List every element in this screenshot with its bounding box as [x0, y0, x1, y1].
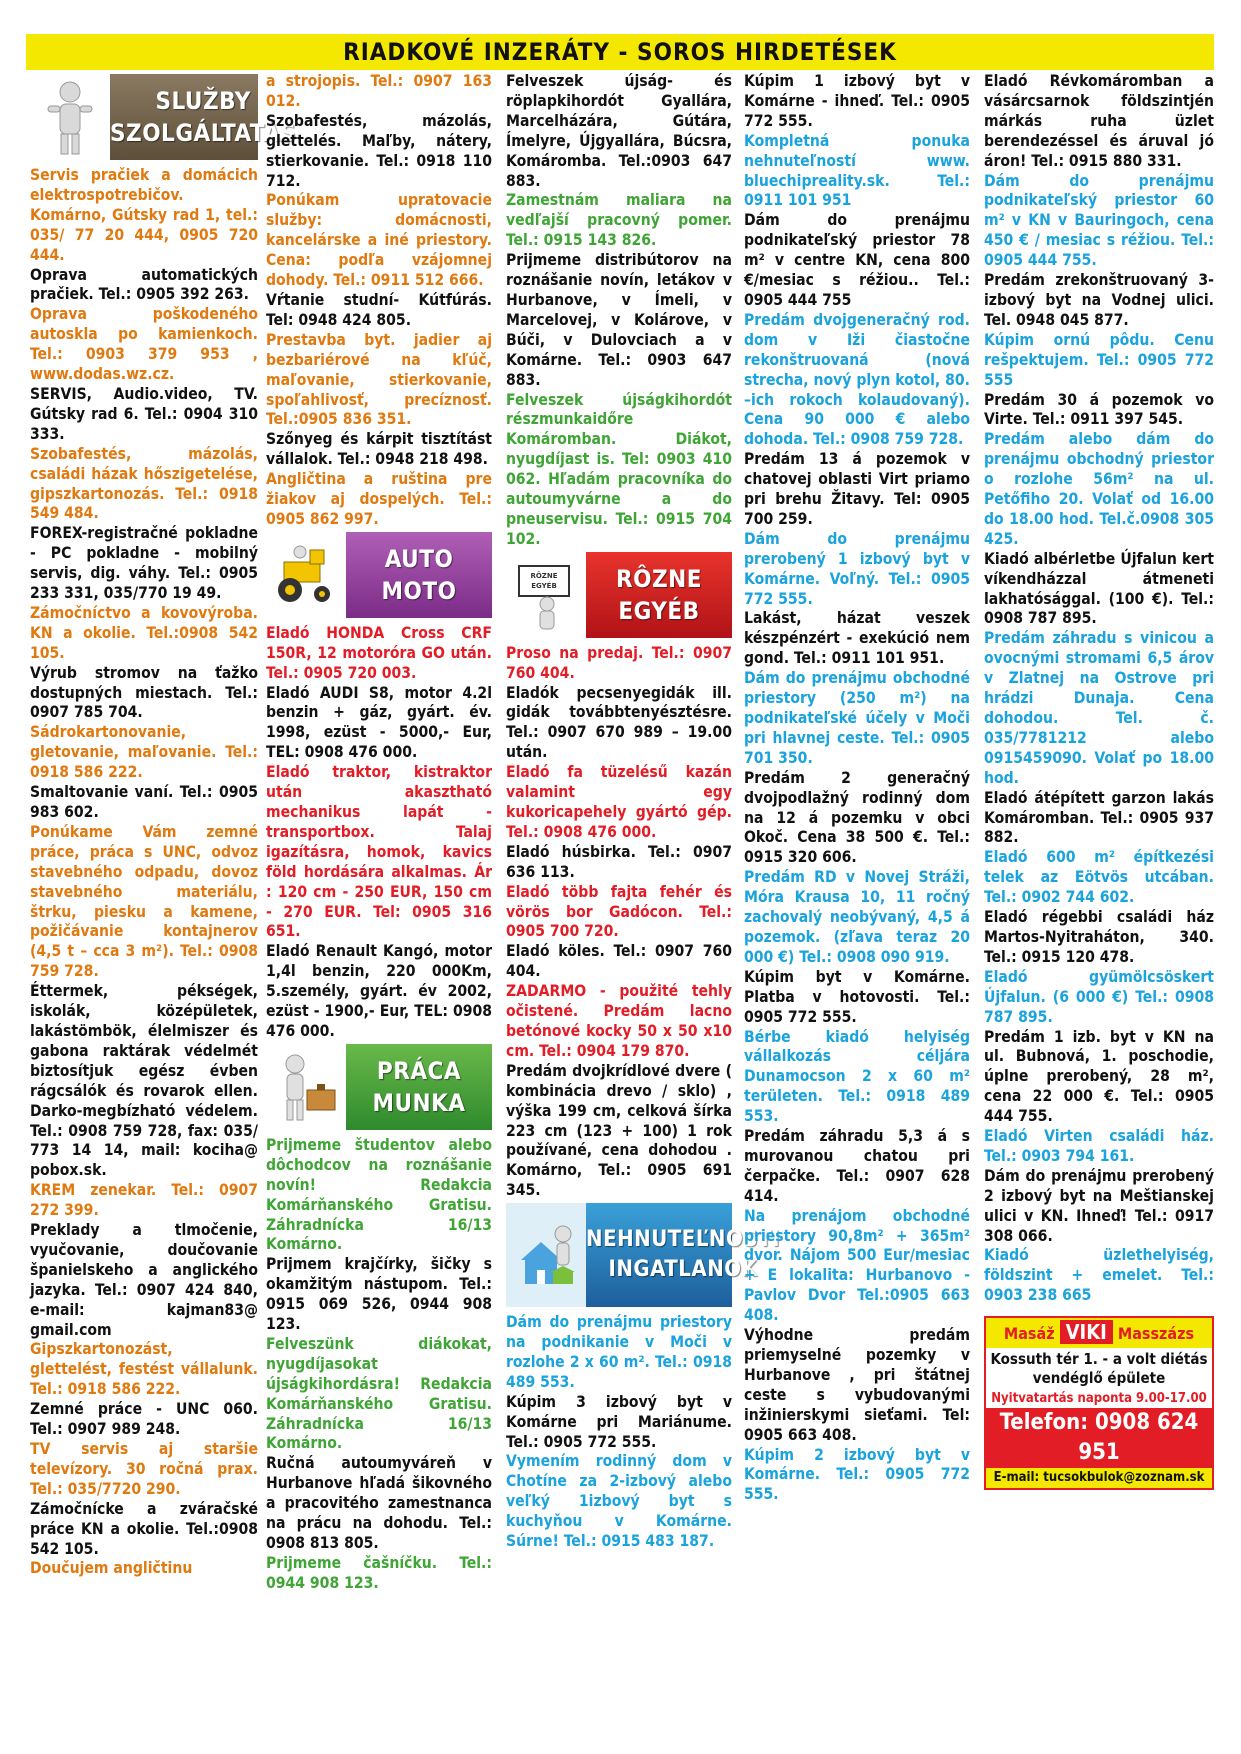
- classified-ad: Eladó Révkomáromban a vásárcsarnok földszintjén márkás ruha üzlet berendezéssel és áruval jó áron! Tel.: 0915 880 331.: [984, 72, 1214, 170]
- classified-ad: Prijmem krajčírky, šičky s okamžitým nástupom. Tel.: 0915 069 526, 0944 908 123.: [266, 1255, 492, 1334]
- header-bar: [26, 34, 1214, 70]
- classified-ad: Predám dvojkrídlové dvere ( kombinácia drevo / sklo) , výška 199 cm, celková šírka 223 cm (123 + 100) 1 rok používané, cena dohodou . Komárno, Tel.: 0905 691 345.: [506, 1061, 732, 1200]
- page-title: RIADKOVÉ INZERÁTY - SOROS HIRDETÉSEK: [343, 38, 897, 66]
- column-2: [266, 72, 492, 1740]
- column-3: [506, 72, 780, 1740]
- classified-ad: Eladók pecsenyegidák ill. gidák továbbtenyésztésre. Tel.: 0907 670 989 – 19.00 után.: [506, 683, 732, 762]
- classified-ad: Felveszünk diákokat, nyugdíjasokat újságkihordásra! Redakcia Komárňanského Gratisu. Záhradnícka 16/13 Komárno.: [266, 1334, 492, 1453]
- classified-ad: SERVIS, Audio.video, TV. Gútsky rad 6. Tel.: 0904 310 333.: [30, 384, 258, 443]
- classified-ad: Predám RD v Novej Stráži, Móra Krausa 10, 11 ročný zachovalý neobývaný, 4,5 á pozemok. (zľava teraz 20 000 €) Tel.: 0908 090 919.: [744, 868, 970, 966]
- classified-ad: Predám zrekonštruovaný 3-izbový byt na Vodnej ulici. Tel. 0948 045 877.: [984, 271, 1214, 329]
- section-title-hu: MOTO: [381, 576, 457, 605]
- classified-ad: Oprava automatických pračiek. Tel.: 0905 392 263.: [30, 265, 258, 304]
- tractor-icon: [266, 532, 346, 618]
- section-title: [586, 563, 732, 627]
- classified-ad: Szőnyeg és kárpit tisztítást vállalok. Tel.: 0948 218 498.: [266, 430, 492, 469]
- classified-ad: Eladó AUDI S8, motor 4.2l benzin + gáz, gyárt. év. 1998, ezüst - 5000,- Eur, TEL: 0908 476 000.: [266, 683, 492, 762]
- section-title-hu: SZOLGÁLTATÁS: [110, 119, 297, 147]
- classified-ad: Eladó átépített garzon lakás Komáromban. Tel.: 0905 937 882.: [984, 788, 1214, 847]
- classified-ad: Prijmeme študentov alebo dôchodcov na roznášanie novín! Redakcia Komárňanského Gratisu. Záhradnícka 16/13 Komárno.: [266, 1135, 492, 1254]
- section-title-sk: AUTO: [384, 544, 454, 573]
- classified-ad: FOREX-registračné pokladne - PC pokladne - mobilný servis, dig. váhy. Tel.: 0905 233 331, 035/770 19 49.: [30, 524, 258, 603]
- classified-ad: Doučujem angličtinu: [30, 1559, 193, 1578]
- classified-ad: Eladó régebbi családi ház Martos-Nyitraháton, 340. Tel.: 0915 120 478.: [984, 908, 1214, 966]
- classified-ad: Predám záhradu s vinicou a ovocnými stromami 6,5 árov v Zlatnej na Ostrove pri hrádzi Dunaja. Cena dohodou. Tel. č. 035/7781212 alebo 0915459090. Volať po 18.00 hod.: [984, 629, 1214, 787]
- classified-ad: Proso na predaj. Tel.: 0907 760 404.: [506, 643, 732, 682]
- classified-ad: Preklady a tlmočenie, vyučovanie, doučovanie španielskeho a anglického jazyka. Tel.: 0907 424 840, e-mail: kajman83@ gmail.com: [30, 1221, 258, 1339]
- section-title: [346, 1055, 492, 1119]
- ads-list: [506, 72, 732, 550]
- classified-ad: Výhodne predám priemyselné pozemky v Hurbanove , pri štátnej ceste s vybudovanými inžinierskymi sieťami. Tel: 0905 663 408.: [744, 1326, 970, 1444]
- classified-ad: Zámočnícke a zváračské práce KN a okolie. Tel.:0908 542 105.: [30, 1499, 258, 1558]
- classified-ad: Dám do prenájmu priestory na podnikanie v Moči v rozlohe 2 x 60 m². Tel.: 0918 489 553.: [506, 1313, 732, 1391]
- classified-ad: Eladó fa tüzelésű kazán valamint egy kukoricapehely gyártó gép. Tel.: 0908 476 000.: [506, 763, 732, 841]
- classified-ad: Ponúkam upratovacie služby: domácnosti, kancelárske a iné priestory. Cena: podľa vzájomnej dohody. Tel.: 0911 512 666.: [266, 191, 492, 290]
- classified-ad: Dám do prenájmu podnikateľský priestor 78 m² v centre KN, cena 800 €/mesiac s réžiou.. Tel.: 0905 444 755: [744, 211, 970, 309]
- section-banner-sluzby: [30, 74, 297, 160]
- classified-ad: Predám 30 á pozemok vo Virte. Tel.: 0911 397 545.: [984, 390, 1214, 429]
- section-title: [346, 543, 492, 607]
- svg-text:RÔZNE: RÔZNE: [530, 571, 558, 580]
- house-keys-icon: [506, 1203, 586, 1307]
- viki-logo: VIKI: [1060, 1320, 1113, 1344]
- classified-ad: Kiadó albérletbe Újfalun kert víkendházzal átmeneti lakhatósággal. (100 €). Tel.: 0908 787 895.: [984, 549, 1214, 628]
- ads-list: [744, 72, 970, 1505]
- classified-ad: Eladó gyümölcsöskert Újfalun. (6 000 €) Tel.: 0908 787 895.: [984, 967, 1214, 1026]
- classified-ad: TV servis aj staršie televízory. 30 ročná prax. Tel.: 035/7720 290.: [30, 1440, 258, 1498]
- column-1: [30, 72, 297, 1740]
- classified-ad: Vymením rodinný dom v Chotíne za 2-izbový alebo veľký 1izbový byt s kuchyňou v Komárne. Súrne! Tel.: 0915 483 187.: [506, 1452, 732, 1551]
- section-title-sk: RÔZNE: [616, 564, 702, 593]
- classified-ad: Ponúkame Vám zemné práce, práca s UNC, odvoz stavebného odpadu, dovoz stavebného materiálu, štrku, piesku a kamene, požičávanie kontajnerov (4,5 t – cca 3 m²). Tel.: 0908 759 728.: [30, 822, 258, 981]
- ads-list: [984, 72, 1214, 1306]
- section-banner-auto: [266, 532, 492, 618]
- classified-ad: ZADARMO - použité tehly očistené. Predám lacno betónové kocky 50 x 50 x10 cm. Tel.: 0904 179 870.: [506, 982, 732, 1060]
- classified-ad: Kúpim 3 izbový byt v Komárne pri Mariánume. Tel.: 0905 772 555.: [506, 1392, 732, 1451]
- classified-ad: Smaltovanie vaní. Tel.: 0905 983 602.: [30, 783, 258, 821]
- classified-ad: Kompletná ponuka nehnuteľností www. bluechipreality.sk. Tel.: 0911 101 951: [744, 131, 970, 210]
- service-figure-icon: [30, 74, 110, 160]
- column-4: [744, 72, 970, 1740]
- classified-ad: Eladó HONDA Cross CRF 150R, 12 motoróra GO után. Tel.: 0905 720 003.: [266, 623, 492, 682]
- worker-icon: [266, 1044, 346, 1130]
- section-title-sk: PRÁCA: [376, 1056, 462, 1085]
- viki-massage-ad: [984, 1316, 1214, 1490]
- section-title-hu: EGYÉB: [618, 596, 700, 625]
- viki-title-sk: Masáž: [1003, 1324, 1055, 1344]
- classified-ad: Prijmeme čašníčku. Tel.: 0944 908 123.: [266, 1553, 492, 1592]
- classified-ad: Eladó köles. Tel.: 0907 760 404.: [506, 942, 732, 981]
- classified-ad: Szobafestés, mázolás, családi házak hőszigetelése, gipszkartonozás. Tel.: 0918 549 484.: [30, 444, 258, 523]
- classified-ad: Sádrokartonovanie, gletovanie, maľovanie. Tel.: 0918 586 222.: [30, 723, 258, 782]
- classified-ad: Eladó traktor, kistraktor után akasztható mechanikus lapát - transportbox. Talaj igazításra, homok, kavics föld hordására alkalmas. Ár : 120 cm - 250 EUR, 150 cm - 270 EUR. Tel: 0905 316 651.: [266, 763, 492, 941]
- ads-list: [266, 72, 492, 530]
- classified-ad: Predám alebo dám do prenájmu obchodný priestor o rozlohe 56m² na ul. Petőfiho 20. Volať od 16.00 do 18.00 hod. Tel.č.0908 305 425.: [984, 430, 1214, 548]
- classified-ad: Dám do prenájmu prerobený 1 izbový byt v Komárne. Voľný. Tel.: 0905 772 555.: [744, 529, 970, 608]
- section-banner-nehnutelnosti: [506, 1203, 780, 1307]
- viki-hours: Nyitvatartás naponta 9.00-17.00: [991, 1391, 1207, 1407]
- classified-ad: KREM zenekar. Tel.: 0907 272 399.: [30, 1181, 258, 1220]
- viki-address: Kossuth tér 1. - a volt diétás vendéglő épülete: [990, 1350, 1208, 1388]
- svg-text:EGYÉB: EGYÉB: [531, 581, 557, 590]
- classified-ad: Kiadó üzlethelyiség, földszint + emelet. Tel.: 0903 238 665: [984, 1246, 1214, 1305]
- classified-ad: Eladó 600 m² építkezési telek az Eötvös utcában. Tel.: 0902 744 602.: [984, 848, 1214, 907]
- classified-ad: Eladó több fajta fehér és vörös bor Gadócon. Tel.: 0905 700 720.: [506, 882, 732, 941]
- classified-ad: Zamestnám maliara na vedľajší pracovný pomer. Tel.: 0915 143 826.: [506, 191, 732, 250]
- section-title-sk: NEHNUTEĽNOSTI: [586, 1227, 780, 1253]
- classified-ad: Predám 1 izb. byt v KN na ul. Bubnová, 1. poschodie, úplne prerobený, 28 m², cena 22 000 €. Tel.: 0905 444 755.: [984, 1027, 1214, 1126]
- classified-ad: Predám 2 generačný dvojpodlažný rodinný dom na 12 á pozemku v obci Okoč. Cena 38 500 €. Tel.: 0915 320 606.: [744, 768, 970, 867]
- classified-ad: Gipszkartonozást, glettelést, festést vállalunk. Tel.: 0918 586 222.: [30, 1340, 258, 1399]
- section-banner-praca: [266, 1044, 492, 1130]
- classified-ad: Vŕtanie studní- Kútfúrás. Tel: 0948 424 805.: [266, 290, 492, 329]
- classified-ad: Kúpim 2 izbový byt v Komárne. Tel.: 0905 772 555.: [744, 1445, 970, 1504]
- classified-ad: a strojopis. Tel.: 0907 163 012.: [266, 72, 492, 110]
- section-banner-rozne: [506, 552, 732, 638]
- classified-ad: Na prenájom obchodné priestory 90,8m² + 365m² dvor. Nájom 500 Eur/mesiac + E lokalita: Hurbanovo - Pavlov Dvor Tel.:0905 663 408.: [744, 1206, 970, 1325]
- classified-ad: Servis pračiek a domácich elektrospotrebičov. Komárno, Gútsky rad 1, tel.: 035/ 77 20 444, 0905 720 444.: [30, 166, 258, 264]
- section-title-hu: INGATLANOK: [608, 1257, 758, 1283]
- auto-ads-list: [266, 624, 492, 1042]
- classified-ad: Výrub stromov na ťažko dostupných miestach. Tel.: 0907 785 704.: [30, 663, 258, 722]
- classified-ad: Ručná autoumyváreň v Hurbanove hľadá šikovného a pracovitého zamestnanca na prácu na dohodu. Tel.: 0908 813 805.: [266, 1454, 492, 1552]
- column-5: [984, 72, 1214, 1740]
- classified-ad: Dám do prenájmu obchodné priestory (250 m²) na podnikateľské účely v Moči pri hlavnej ceste. Tel.: 0905 701 350.: [744, 669, 970, 767]
- classified-ad: Angličtina a ruština pre žiakov aj dospelých. Tel.: 0905 862 997.: [266, 470, 492, 528]
- section-title-sk: SLUŽBY: [155, 87, 251, 115]
- classified-ad: Kúpim ornú pôdu. Cenu rešpektujem. Tel.: 0905 772 555: [984, 330, 1214, 389]
- classified-ad: Lakást, házat veszek készpénzért - exekúció nem gond. Tel.: 0911 101 951.: [744, 609, 970, 668]
- classified-ad: Eladó Renault Kangó, motor 1,4l benzin, 220 000Km, 5.személy, gyárt. év 2002, ezüst - 1900,- Eur, TEL: 0908 476 000.: [266, 942, 492, 1040]
- classified-ad: Prijmeme distribútorov na roznášanie novín, letákov v Hurbanove, v Ímeli, v Marcelovej, v Kolárove, v Búči, v Dulovciach a v Komárne. Tel.: 0903 647 883.: [506, 251, 732, 389]
- classified-ad: Kúpim byt v Komárne. Platba v hotovosti. Tel.: 0905 772 555.: [744, 967, 970, 1026]
- section-title-hu: MUNKA: [372, 1088, 466, 1117]
- viki-email: E-mail: tucsokbulok@zoznam.sk: [986, 1468, 1212, 1488]
- classified-ad: Dám do prenájmu podnikateľský priestor 60 m² v KN v Bauringoch, cena 450 € / mesiac s réžiou. Tel.: 0905 444 755.: [984, 171, 1214, 270]
- viki-title-hu: Masszázs: [1117, 1324, 1195, 1344]
- praca-ads-list: [266, 1136, 492, 1594]
- classified-ad: Eladó Virten családi ház. Tel.: 0903 794 161.: [984, 1127, 1214, 1165]
- sign-figure-icon: [506, 552, 586, 638]
- classified-ad: Prestavba byt. jadier aj bezbariérové na kľúč, maľovanie, stierkovanie, spoľahlivosť, precíznosť. Tel.:0905 836 351.: [266, 330, 492, 429]
- classified-ad: Felveszek újságkihordót részmunkaidőre Komáromban. Diákot, nyugdíjast is. Tel: 0903 410 062. Hľadám pracovníka do autoumyvárne a do pneuservisu. Tel.: 0915 704 102.: [506, 390, 732, 548]
- classified-ad: Predám 13 á pozemok v chatovej oblasti Virt priamo pri brehu Žitavy. Tel: 0905 700 259.: [744, 450, 970, 528]
- classified-ad: Zemné práce - UNC 060. Tel.: 0907 989 248.: [30, 1400, 258, 1439]
- classified-ad: Eladó húsbirka. Tel.: 0907 636 113.: [506, 842, 732, 881]
- rozne-ads-list: [506, 644, 732, 1201]
- classified-ad: Kúpim 1 izbový byt v Komárne - ihneď. Tel.: 0905 772 555.: [744, 72, 970, 130]
- classified-ad: Zámočníctvo a kovovýroba. KN a okolie. Tel.:0908 542 105.: [30, 603, 258, 662]
- classified-ad: Éttermek, pékségek, iskolák, középületek, lakástömbök, élelmiszer és gabona raktárak védelmét biztosítjuk egész évben rágcsálók és rovarok ellen. Darko-megbízható védelem. Tel.: 0908 759 728, fax: 035/ 773 14 14, mail: kociha@ pobox.sk.: [30, 982, 258, 1180]
- nehn-ads-list: [506, 1313, 732, 1552]
- classified-ad: Oprava poškodeného autoskla po kamienkoch. Tel.: 0903 379 953 , www.dodas.wz.cz.: [30, 305, 258, 384]
- viki-phone: Telefon: 0908 624 951: [986, 1408, 1212, 1468]
- classified-ad: Dám do prenájmu prerobený 2 izbový byt na Meštianskej ulici v KN. Ihneď! Tel.: 0917 308 066.: [984, 1166, 1214, 1245]
- classified-ad: Felveszek újság- és röplapkihordót Gyallára, Marcelházára, Gútára, Ímelyre, Újgyallára, Búcsra, Komáromba. Tel.:0903 647 883.: [506, 72, 732, 190]
- viki-title: [986, 1318, 1212, 1348]
- classified-ad: Szobafestés, mázolás, glettelés. Maľby, nátery, stierkovanie. Tel.: 0918 110 712.: [266, 111, 492, 190]
- classified-ad: Predám dvojgeneračný rod. dom v Iži čiastočne rekonštruovaná (nová strecha, nový plyn kotol, 80. –ich rokoch kolaudovaný). Cena 90 000 € alebo dohoda. Tel.: 0908 759 728.: [744, 310, 970, 449]
- classified-ad: Predám záhradu 5,3 á s murovanou chatou pri čerpačke. Tel.: 0907 628 414.: [744, 1127, 970, 1205]
- ads-list: [30, 166, 258, 1579]
- classified-ad: Bérbe kiadó helyiség vállalkozás céljára Dunamocson 2 x 60 m² területen. Tel.: 0918 489 553.: [744, 1027, 970, 1126]
